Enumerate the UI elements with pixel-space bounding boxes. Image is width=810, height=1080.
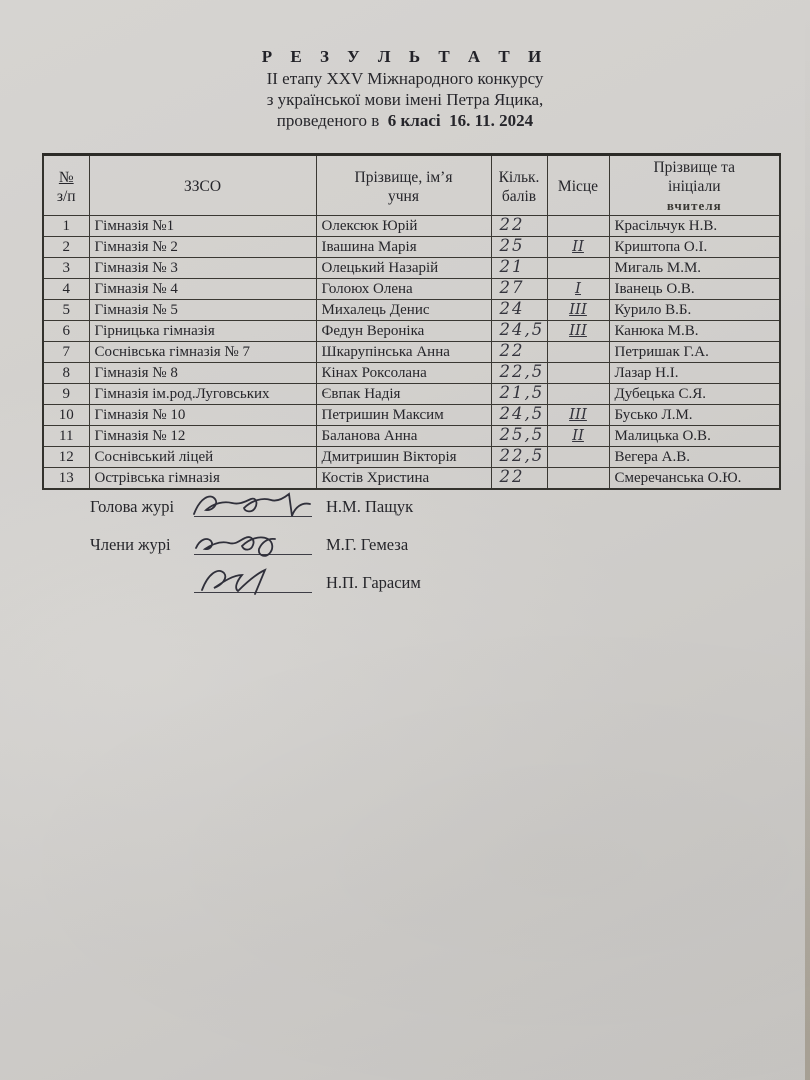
cell-score bbox=[491, 405, 547, 426]
signature-row-member-1 bbox=[90, 527, 421, 555]
cell-place bbox=[547, 300, 609, 321]
cell-teacher-name: Дубецька С.Я. bbox=[609, 384, 780, 405]
handwritten-score: 24,5 bbox=[499, 404, 545, 423]
handwritten-score: 25,5 bbox=[499, 425, 545, 444]
handwritten-place: I bbox=[575, 279, 581, 297]
cell-row-number: 12 bbox=[43, 447, 89, 468]
signature-line bbox=[194, 530, 312, 555]
cell-place bbox=[547, 447, 609, 468]
cell-school: Гімназія №1 bbox=[89, 216, 316, 237]
table-row bbox=[43, 300, 780, 321]
signature-name: Н.М. Пащук bbox=[326, 497, 414, 516]
col-header-student-line1: Прізвище, ім’я bbox=[354, 168, 453, 186]
cell-student-name: Олецький Назарій bbox=[316, 258, 491, 279]
cell-student-name: Костів Христина bbox=[316, 468, 491, 490]
table-row bbox=[43, 216, 780, 237]
cell-student-name: Кінах Роксолана bbox=[316, 363, 491, 384]
cell-place bbox=[547, 258, 609, 279]
handwritten-score: 22 bbox=[499, 215, 525, 234]
cell-row-number: 11 bbox=[43, 426, 89, 447]
signature-role-label: Члени журі bbox=[90, 535, 171, 554]
handwritten-score: 25 bbox=[499, 236, 525, 255]
cell-teacher-name: Бусько Л.М. bbox=[609, 405, 780, 426]
signature-role-label: Голова журі bbox=[90, 497, 175, 516]
cell-row-number: 8 bbox=[43, 363, 89, 384]
results-table bbox=[42, 153, 781, 490]
title-date-line bbox=[10, 110, 800, 131]
cell-row-number: 7 bbox=[43, 342, 89, 363]
cell-student-name: Голоюх Олена bbox=[316, 279, 491, 300]
cell-student-name: Михалець Денис bbox=[316, 300, 491, 321]
cell-row-number: 6 bbox=[43, 321, 89, 342]
cell-student-name: Євпак Надія bbox=[316, 384, 491, 405]
cell-score bbox=[491, 342, 547, 363]
col-header-place bbox=[547, 155, 609, 216]
cell-place bbox=[547, 405, 609, 426]
col-header-teacher bbox=[609, 155, 780, 216]
col-header-student-line2: учня bbox=[388, 187, 419, 205]
col-header-score-line2: балів bbox=[501, 187, 537, 205]
cell-row-number: 2 bbox=[43, 237, 89, 258]
cell-teacher-name: Іванець О.В. bbox=[609, 279, 780, 300]
handwritten-score: 21 bbox=[499, 257, 525, 276]
cell-student-name: Олексюк Юрій bbox=[316, 216, 491, 237]
table-row bbox=[43, 405, 780, 426]
cell-student-name: Івашина Марія bbox=[316, 237, 491, 258]
table-row bbox=[43, 321, 780, 342]
cell-student-name: Петришин Максим bbox=[316, 405, 491, 426]
col-header-teacher-line2: ініціали bbox=[667, 178, 721, 195]
cell-row-number: 13 bbox=[43, 468, 89, 490]
results-body bbox=[43, 216, 780, 490]
col-header-place-line1: Місце bbox=[557, 178, 599, 195]
cell-teacher-name: Канюка М.В. bbox=[609, 321, 780, 342]
col-header-score bbox=[491, 155, 547, 216]
cell-student-name: Баланова Анна bbox=[316, 426, 491, 447]
table-row bbox=[43, 237, 780, 258]
results-header bbox=[43, 155, 780, 216]
handwritten-score: 24,5 bbox=[499, 320, 545, 339]
table-row bbox=[43, 279, 780, 300]
table-row bbox=[43, 363, 780, 384]
cell-score bbox=[491, 426, 547, 447]
table-row bbox=[43, 342, 780, 363]
title-results: Р Е З У Л Ь Т А Т И bbox=[261, 47, 549, 66]
signature-line bbox=[194, 568, 312, 593]
title-date-bold: 6 класі 16. 11. 2024 bbox=[387, 111, 534, 130]
table-row bbox=[43, 426, 780, 447]
handwritten-score: 22,5 bbox=[499, 446, 545, 465]
cell-student-name: Федун Вероніка bbox=[316, 321, 491, 342]
cell-row-number: 4 bbox=[43, 279, 89, 300]
header-row bbox=[43, 155, 780, 216]
paper-edge bbox=[805, 0, 810, 1080]
handwritten-score: 27 bbox=[499, 278, 525, 297]
handwritten-place: III bbox=[569, 405, 587, 423]
cell-teacher-name: Смеречанська О.Ю. bbox=[609, 468, 780, 490]
document-title-block bbox=[10, 46, 800, 131]
col-header-teacher-clipped-word: вчителя bbox=[666, 198, 722, 213]
col-header-num bbox=[43, 155, 89, 216]
cell-score bbox=[491, 300, 547, 321]
handwritten-place: III bbox=[569, 321, 587, 339]
cell-row-number: 5 bbox=[43, 300, 89, 321]
signature-row-head bbox=[90, 489, 421, 517]
cell-place bbox=[547, 363, 609, 384]
signature-name: М.Г. Гемеза bbox=[326, 535, 409, 554]
cell-row-number: 3 bbox=[43, 258, 89, 279]
handwritten-score: 22 bbox=[499, 467, 525, 486]
handwritten-score: 22 bbox=[499, 341, 525, 360]
cell-teacher-name: Петришак Г.А. bbox=[609, 342, 780, 363]
cell-school: Гімназія № 10 bbox=[89, 405, 316, 426]
cell-school: Соснівська гімназія № 7 bbox=[89, 342, 316, 363]
cell-teacher-name: Курило В.Б. bbox=[609, 300, 780, 321]
signature-scribble-icon bbox=[188, 564, 318, 598]
cell-score bbox=[491, 363, 547, 384]
table-row bbox=[43, 468, 780, 490]
cell-place bbox=[547, 384, 609, 405]
cell-row-number: 9 bbox=[43, 384, 89, 405]
cell-school: Гімназія № 5 bbox=[89, 300, 316, 321]
cell-school: Гімназія № 3 bbox=[89, 258, 316, 279]
col-header-school bbox=[89, 155, 316, 216]
cell-place bbox=[547, 279, 609, 300]
cell-place bbox=[547, 216, 609, 237]
cell-score bbox=[491, 468, 547, 490]
handwritten-score: 22,5 bbox=[499, 362, 545, 381]
col-header-score-line1: Кільк. bbox=[498, 168, 540, 186]
handwritten-score: 21,5 bbox=[499, 383, 545, 402]
cell-score bbox=[491, 384, 547, 405]
col-header-teacher-line1: Прізвище та bbox=[653, 159, 736, 176]
cell-student-name: Шкарупінська Анна bbox=[316, 342, 491, 363]
table-row bbox=[43, 447, 780, 468]
cell-school: Гірницька гімназія bbox=[89, 321, 316, 342]
cell-place bbox=[547, 468, 609, 490]
cell-school: Гімназія № 12 bbox=[89, 426, 316, 447]
signature-row-member-2 bbox=[90, 565, 421, 593]
cell-score bbox=[491, 279, 547, 300]
cell-student-name: Дмитришин Вікторія bbox=[316, 447, 491, 468]
cell-row-number: 1 bbox=[43, 216, 89, 237]
title-contest-line: з української мови імені Петра Яцика, bbox=[266, 90, 544, 109]
cell-place bbox=[547, 237, 609, 258]
handwritten-place: III bbox=[569, 300, 587, 318]
title-stage-line: ІІ етапу XXV Міжнародного конкурсу bbox=[266, 69, 544, 88]
cell-score bbox=[491, 216, 547, 237]
handwritten-score: 24 bbox=[499, 299, 525, 318]
cell-school: Гімназія № 2 bbox=[89, 237, 316, 258]
cell-teacher-name: Лазар Н.І. bbox=[609, 363, 780, 384]
cell-score bbox=[491, 258, 547, 279]
signature-line bbox=[194, 492, 312, 517]
signature-scribble-icon bbox=[188, 490, 318, 522]
cell-teacher-name: Красільчук Н.В. bbox=[609, 216, 780, 237]
cell-school: Гімназія № 4 bbox=[89, 279, 316, 300]
cell-score bbox=[491, 321, 547, 342]
handwritten-place: II bbox=[572, 237, 584, 255]
col-header-num-line2: з/п bbox=[56, 187, 76, 205]
signature-block bbox=[90, 489, 421, 603]
cell-teacher-name: Криштопа О.І. bbox=[609, 237, 780, 258]
cell-teacher-name: Мигаль М.М. bbox=[609, 258, 780, 279]
cell-place bbox=[547, 426, 609, 447]
cell-school: Гімназія ім.род.Луговських bbox=[89, 384, 316, 405]
cell-school: Соснівський ліцей bbox=[89, 447, 316, 468]
signature-scribble-icon bbox=[188, 526, 318, 560]
cell-school: Острівська гімназія bbox=[89, 468, 316, 490]
cell-score bbox=[491, 237, 547, 258]
title-date-normal: проведеного в bbox=[276, 111, 388, 130]
cell-school: Гімназія № 8 bbox=[89, 363, 316, 384]
cell-place bbox=[547, 321, 609, 342]
table-row bbox=[43, 258, 780, 279]
handwritten-place: II bbox=[572, 426, 584, 444]
col-header-school-line1: ЗЗСО bbox=[183, 178, 222, 195]
col-header-student bbox=[316, 155, 491, 216]
cell-score bbox=[491, 447, 547, 468]
cell-row-number: 10 bbox=[43, 405, 89, 426]
col-header-num-line1: № bbox=[58, 168, 74, 186]
table-row bbox=[43, 384, 780, 405]
cell-place bbox=[547, 342, 609, 363]
signature-name: Н.П. Гарасим bbox=[326, 573, 421, 592]
cell-teacher-name: Вегера А.В. bbox=[609, 447, 780, 468]
cell-teacher-name: Малицька О.В. bbox=[609, 426, 780, 447]
